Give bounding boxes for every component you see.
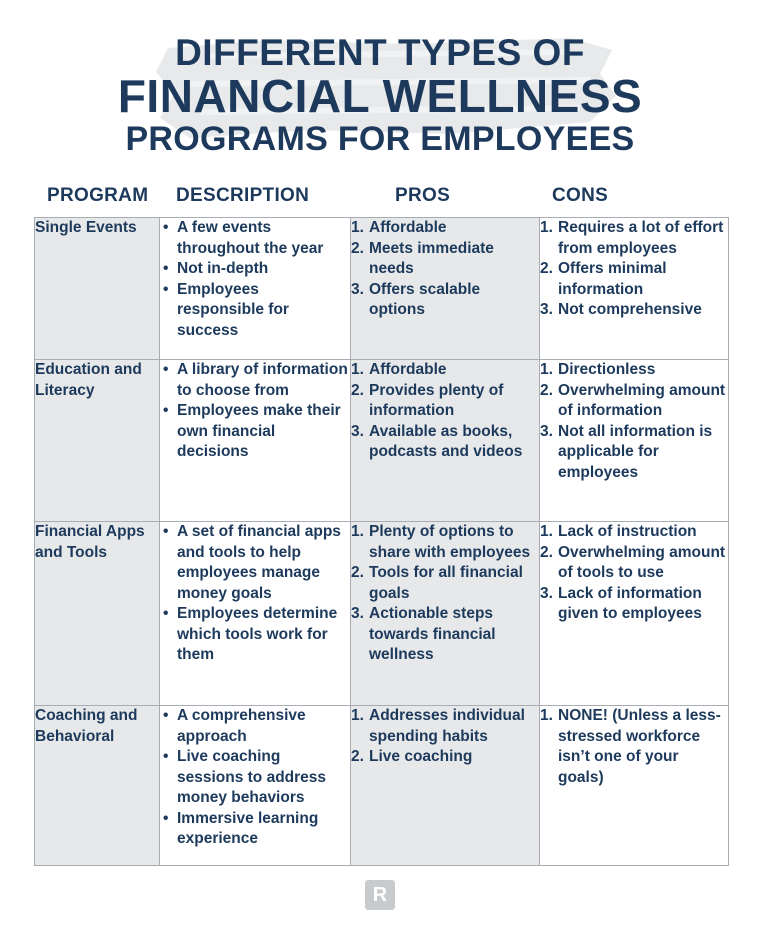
header-pros: PROS	[395, 185, 451, 206]
list-item: 1. Requires a lot of effort from employees	[540, 219, 724, 257]
program-name: Single Events	[35, 219, 137, 236]
cons-cell	[540, 706, 729, 866]
list-item: • Employees determine which tools work for them	[160, 604, 350, 666]
title-block	[0, 26, 760, 166]
table-row	[35, 706, 729, 866]
list-item: • Not in-depth	[160, 259, 350, 280]
table-row	[35, 360, 729, 522]
program-cell	[35, 360, 160, 522]
title-line-2: FINANCIAL WELLNESS	[117, 70, 643, 122]
cons-list	[540, 522, 728, 625]
cons-cell	[540, 218, 729, 360]
pros-list	[351, 706, 539, 768]
program-cell	[35, 522, 160, 706]
list-item: 3. Lack of information given to employees	[540, 584, 702, 622]
title-line-1: DIFFERENT TYPES OF	[175, 32, 585, 73]
pros-list	[351, 522, 539, 666]
list-item: • A comprehensive approach	[160, 706, 350, 747]
description-cell	[160, 218, 351, 360]
table-row	[35, 218, 729, 360]
pros-cell	[351, 218, 540, 360]
description-list	[160, 522, 350, 666]
pros-list	[351, 360, 539, 463]
program-name: Education and Literacy	[35, 361, 142, 399]
description-list	[160, 706, 350, 850]
list-item: 1. Addresses individual spending habits	[351, 707, 525, 745]
program-cell	[35, 706, 160, 866]
cons-list	[540, 706, 728, 788]
list-item: • A library of information to choose from	[160, 360, 350, 401]
cons-cell	[540, 360, 729, 522]
brand-r-logo-icon: R	[365, 880, 395, 910]
list-item: 2. Meets immediate needs	[351, 239, 494, 277]
list-item: 2. Tools for all financial goals	[351, 564, 523, 602]
cons-list	[540, 218, 728, 321]
list-item: • Employees responsible for success	[160, 280, 350, 342]
description-list	[160, 360, 350, 463]
list-item: • Live coaching sessions to address money behaviors	[160, 747, 350, 809]
list-item: 2. Live coaching	[351, 748, 473, 765]
list-item: • Immersive learning experience	[160, 809, 350, 850]
list-item: 3. Not all information is applicable for employees	[540, 422, 713, 481]
header-description: DESCRIPTION	[176, 185, 310, 206]
header-cons: CONS	[552, 185, 609, 206]
programs-table	[34, 217, 729, 866]
list-item: 1. Affordable	[351, 361, 447, 378]
header-program: PROGRAM	[47, 185, 149, 206]
list-item: 3. Offers scalable options	[351, 280, 481, 318]
column-headers	[0, 185, 760, 215]
description-list	[160, 218, 350, 341]
list-item: 2. Offers minimal information	[540, 260, 667, 298]
table-row	[35, 522, 729, 706]
list-item: 3. Actionable steps towards financial wellness	[351, 605, 496, 663]
list-item: 2. Provides plenty of information	[351, 381, 504, 419]
title-line-3: PROGRAMS FOR EMPLOYEES	[125, 120, 635, 158]
program-name: Coaching and Behavioral	[35, 707, 138, 745]
list-item: • Employees make their own financial decisions	[160, 401, 350, 463]
description-cell	[160, 360, 351, 522]
cons-list	[540, 360, 728, 483]
list-item: 2. Overwhelming amount of information	[540, 381, 726, 419]
program-name: Financial Apps and Tools	[35, 523, 145, 561]
description-cell	[160, 522, 351, 706]
list-item: 1. Plenty of options to share with employees	[351, 523, 531, 561]
pros-cell	[351, 706, 540, 866]
list-item: • A set of financial apps and tools to help employees manage money goals	[160, 522, 350, 604]
list-item: • A few events throughout the year	[160, 218, 350, 259]
list-item: 1. Directionless	[540, 361, 656, 378]
pros-list	[351, 218, 539, 321]
list-item: 1. NONE! (Unless a less-stressed workforce isn’t one of your goals)	[540, 707, 721, 786]
pros-cell	[351, 522, 540, 706]
list-item: 1. Affordable	[351, 219, 447, 236]
list-item: 3. Not comprehensive	[540, 301, 702, 318]
list-item: 3. Available as books, podcasts and videos	[351, 422, 523, 460]
program-cell	[35, 218, 160, 360]
description-cell	[160, 706, 351, 866]
list-item: 2. Overwhelming amount of tools to use	[540, 543, 726, 581]
list-item: 1. Lack of instruction	[540, 523, 697, 540]
cons-cell	[540, 522, 729, 706]
pros-cell	[351, 360, 540, 522]
